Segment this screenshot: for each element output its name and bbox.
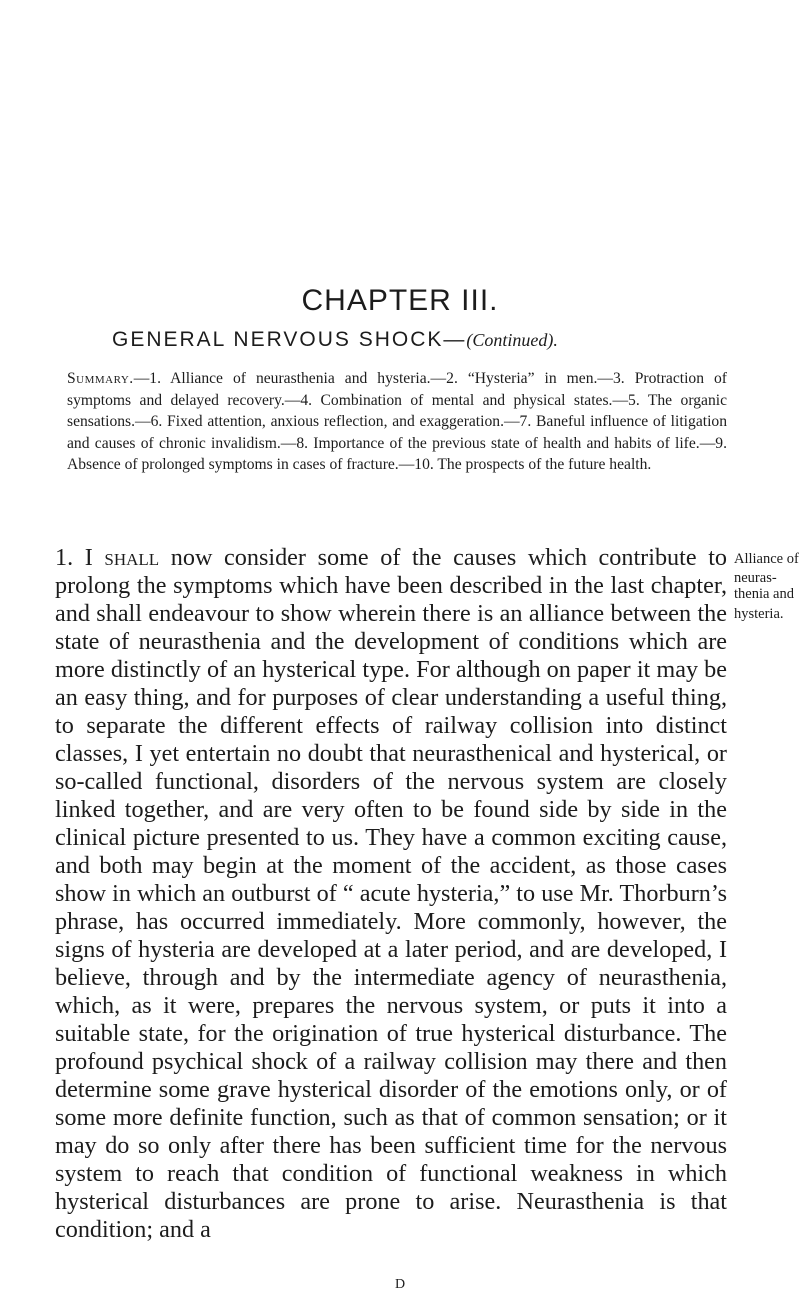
margin-note-line: hysteria. — [734, 606, 784, 622]
chapter-summary — [67, 368, 727, 476]
summary-text: —1. Alliance of neurasthenia and hysteria.—2. “Hysteria” in men.—3. Protraction of symptoms and delayed recovery.—4. Combination of mental and physical states.—5. The organic sensations.—6. Fixed attention, anxious reflection, and exaggeration.—7. Baneful influence of litigation and causes of chronic invalidism.—8. Importance of the previous state of health and habits of life.—9. Absence of prolonged symptoms in cases of fracture.—10. The prospects of the future health. — [67, 370, 727, 473]
summary-lead: Summary. — [67, 370, 134, 387]
paragraph-text: now consider some of the causes which contribute to prolong the symptoms which have been described in the last chapter, and shall endeavour to show wherein there is an alliance between the state of neurasthenia and the development of conditions which are more distinctly of an hysterical type. For although on paper it may be an easy thing, and for purposes of clear understanding a useful thing, to separate the different effects of railway collision into distinct classes, I yet entertain no doubt that neurasthenical and hysterical, or so-called functional, disorders of the nervous system are closely linked together, and are very often to be found side by side in the clinical picture presented to us. They have a common exciting cause, and both may begin at the moment of the accident, as those cases show in which an outburst of “ acute hysteria,” to use Mr. Thorburn’s phrase, has occurred immediately. More commonly, however, the signs of hysteria are developed at a later period, and are developed, I believe, through and by the intermediate agency of neurasthenia, which, as it were, prepares the nervous system, or puts it into a suitable state, for the origination of true hysterical disturbance. The profound psychical shock of a railway collision may there and then determine some grave hysterical disorder of the emotions only, or of some more definite function, such as that of common sensation; or it may do so only after there has been sufficient time for the nervous system to reach that condition of functional weakness in which hysterical disturbances are prone to arise. Neurasthenia is that condition; and a — [55, 544, 728, 1243]
margin-note-line: neuras- — [734, 570, 777, 586]
paragraph-opening: I shall — [84, 544, 160, 571]
chapter-subtitle — [112, 328, 558, 352]
paragraph-number: 1. — [55, 544, 74, 571]
margin-note-line: thenia and — [734, 586, 794, 602]
chapter-heading: CHAPTER III. — [301, 284, 499, 317]
subtitle-main: GENERAL NERVOUS SHOCK— — [112, 328, 467, 351]
body-paragraph — [55, 544, 727, 1244]
subtitle-continued: (Continued). — [466, 330, 558, 350]
margin-note-line: Alliance of — [734, 551, 799, 567]
signature-mark: D — [394, 1277, 406, 1292]
